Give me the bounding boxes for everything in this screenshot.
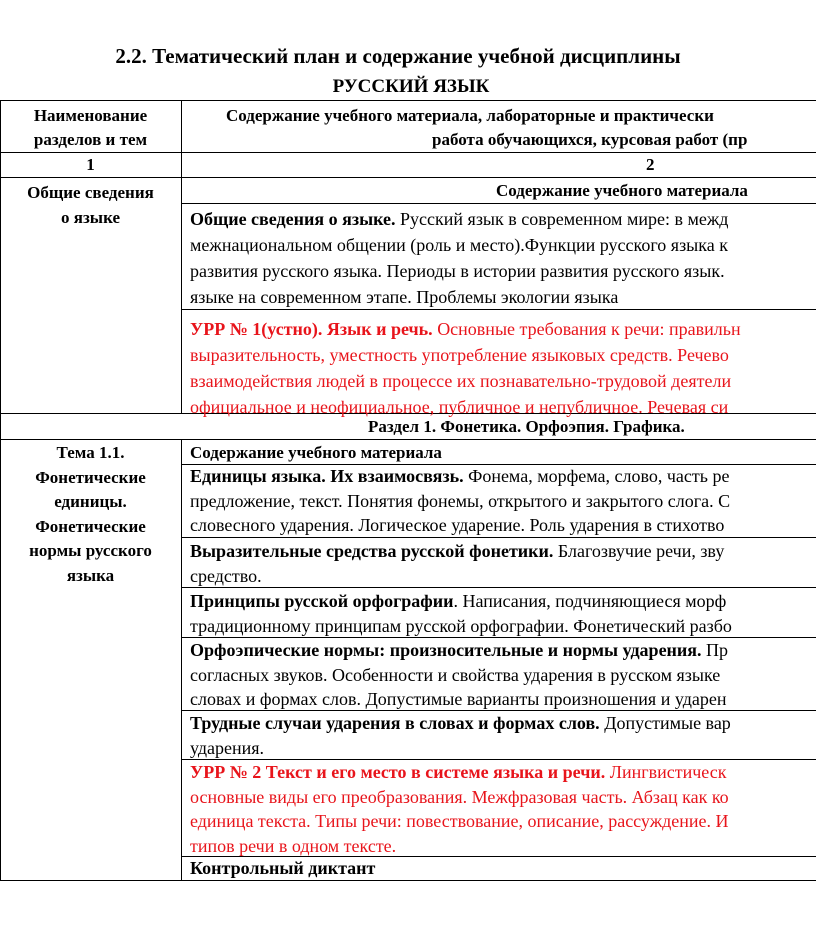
content-subhead: Содержание учебного материала — [496, 181, 748, 200]
content-row: Единицы языка. Их взаимосвязь. Фонема, морфема, слово, часть ре предложение, текст. Понятия фонемы, открытого и закрытого слога. С словесного ударения. Логическое ударение. Роль ударения в стихотво — [190, 466, 731, 535]
discipline-name: РУССКИЙ ЯЗЫК — [332, 76, 490, 97]
colnum-1: 1 — [86, 155, 95, 174]
header-col1: Наименование разделов и тем — [33, 106, 148, 149]
document-title: 2.2. Тематический план и содержание учебной дисциплины — [115, 44, 681, 68]
content-row: Орфоэпические нормы: произносительные и нормы ударения. Пр согласных звуков. Особенности и свойства ударения в русском языке словах и формах слов. Допустимые варианты произношения и ударен — [190, 640, 729, 709]
section-title: Раздел 1. Фонетика. Орфоэпия. Графика. — [368, 417, 685, 436]
header-col2-line1: Содержание учебного материала, лабораторные и практически — [226, 106, 714, 125]
topic-subhead: Содержание учебного материала — [190, 443, 442, 462]
colnum-2: 2 — [646, 155, 655, 174]
topic-name: Тема 1.1. Фонетические единицы. Фонетические нормы русского языка — [29, 443, 152, 585]
header-col2-line2: работа обучающихся, курсовая работ (пр — [432, 130, 748, 149]
content-row: Принципы русской орфографии. Написания, подчиняющиеся морф традиционному принципам русской орфографии. Фонетический разбо — [190, 591, 732, 636]
content-row: Трудные случаи ударения в словах и формах слов. Допустимые вар ударения. — [190, 713, 731, 758]
content-row: Выразительные средства русской фонетики. Благозвучие речи, зву средство. — [190, 541, 725, 586]
section-name: Общие сведения о языке — [27, 183, 154, 227]
content-row-dictation: Контрольный диктант — [190, 858, 376, 878]
content-block-general: Общие сведения о языке. Русский язык в современном мире: в межд межнациональном общении (роль и место).Функции русского языка к развития русского языка. Периоды в истории развития русского язык. языке на современном этапе. Проблемы экологии языка — [190, 209, 729, 307]
content-block-urr1: УРР № 1(устно). Язык и речь. Основные требования к речи: правильн выразительность, уместность употребление языковых средств. Речево взаимодействия людей в процессе их познавательно-трудовой деятели официальное и неофициальное, публичное и непубличное. Речевая си — [190, 319, 741, 417]
content-row-urr2: УРР № 2 Текст и его место в системе языка и речи. Лингвистическ основные виды его преобразования. Межфразовая часть. Абзац как ко единица текста. Типы речи: повествование, описание, рассуждение. И типов речи в одном тексте. — [190, 762, 729, 856]
